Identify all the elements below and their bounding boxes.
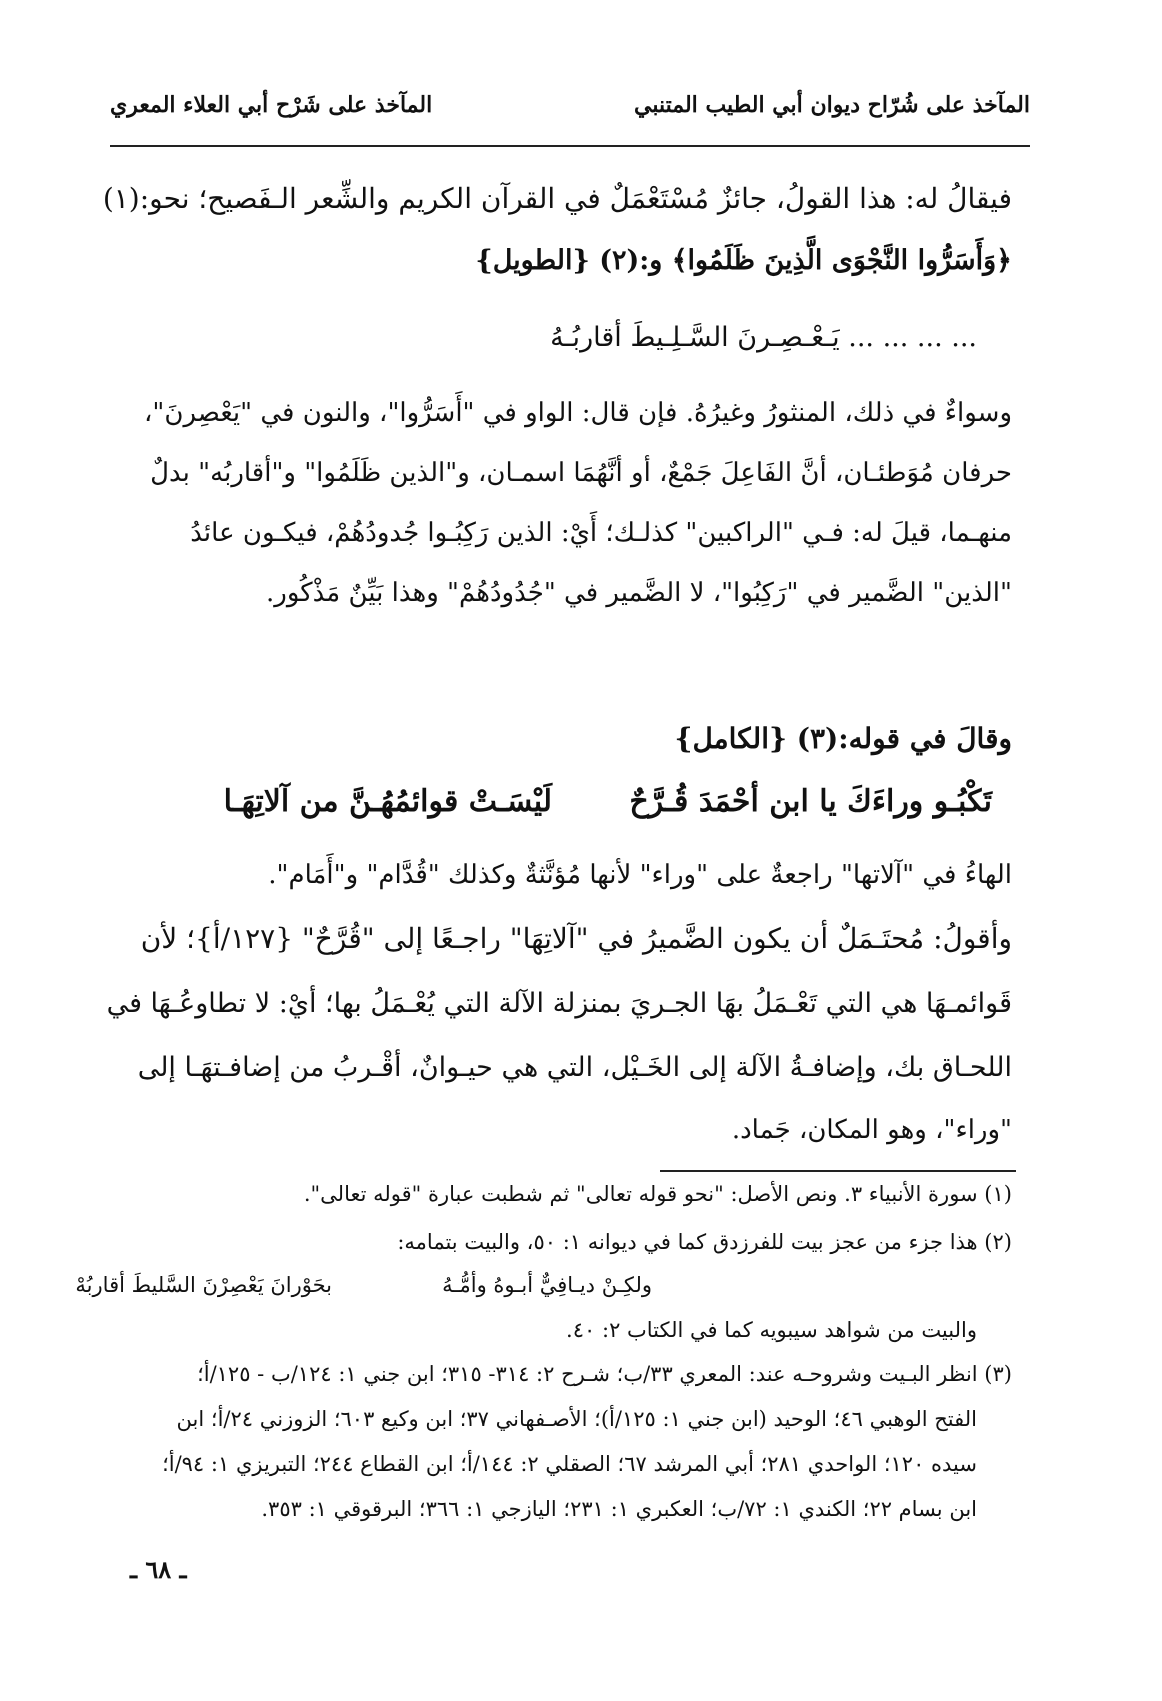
footnote-2-verse-first: ولكِـنْ ديـافِيٌّ أبـوهُ وأمُّـهُ xyxy=(442,1273,652,1297)
body-line-7: "الذين" الضَّمير في "رَكِبُوا"، لا الضَّمير في "جُدُودُهُمْ" وهذا بَيِّنٌ مَذْكُور. xyxy=(266,578,1012,608)
footnote-divider xyxy=(660,1170,1016,1172)
footnote-1: (١) سورة الأنبياء ٣. ونص الأصل: "نحو قوله تعالى" ثم شطبت عبارة "قوله تعالى". xyxy=(303,1182,1012,1206)
body-line-2: ﴿وَأَسَرُّوا النَّجْوَى الَّذِينَ ظَلَمُوا﴾ و:(٢) {الطويل} xyxy=(475,245,1012,276)
header-book-title: المآخذ على شُرّاح ديوان أبي الطيب المتنبي xyxy=(634,92,1030,118)
footnote-3-line-1: (٣) انظر البـيت وشروحـه عند: المعري ٣٣/ب؛ شـرح ٢: ٣١٤- ٣١٥؛ ابن جني ١: ١٢٤/ب - ١٢٥/أ؛ xyxy=(197,1362,1012,1386)
page-number: ـ ٦٨ ـ xyxy=(130,1555,187,1584)
body-line-11: وأقولُ: مُحتَـمَلٌ أن يكون الضَّميرُ في "آلاتِهَا" راجـعًا إلى "قُرَّحٌ" {١٢٧/أ}؛ لأن xyxy=(140,922,1012,955)
body-line-1: فيقالُ له: هذا القولُ، جائزٌ مُسْتَعْمَلٌ في القرآن الكريم والشِّعر الـفَصيح؛ نحو:(١) xyxy=(102,182,1012,215)
footnote-2-source: والبيت من شواهد سيبويه كما في الكتاب ٢: ٤٠. xyxy=(566,1318,977,1342)
header-divider xyxy=(110,145,1030,147)
body-line-4: وسواءٌ في ذلك، المنثورُ وغيرُهُ. فإن قال: الواو في "أَسَرُّوا"، والنون في "يَعْصِرنَ"، xyxy=(144,398,1012,428)
footnote-3-line-3: سيده ١٢٠؛ الواحدي ٢٨١؛ أبي المرشد ٦٧؛ الصقلي ٢: ١٤٤/أ؛ ابن القطاع ٢٤٤؛ التبريزي ١: ٩٤/أ؛ xyxy=(162,1452,977,1476)
running-header xyxy=(110,92,1030,132)
footnote-2: (٢) هذا جزء من عجز بيت للفرزدق كما في ديوانه ١: ٥٠، والبيت بتمامه: xyxy=(397,1230,1012,1254)
footnote-3-line-2: الفتح الوهبي ٤٦؛ الوحيد (ابن جني ١: ١٢٥/أ)؛ الأصـفهاني ٣٧؛ ابن وكيع ٦٠٣؛ الزوزني ٢٤/أ؛ ابن xyxy=(176,1407,977,1431)
body-line-12: قَوائمـهَا هي التي تَعْـمَلُ بهَا الجـريَ بمنزلة الآلة التي يُعْـمَلُ بها؛ أيْ: لا تطاوعُـهَا في xyxy=(106,988,1012,1019)
poem-fragment-line: ... ... ... ... يَـعْـصِـرنَ السَّـلِـيطَ أقاربُـهُ xyxy=(550,322,977,353)
footnote-2-verse-second: بحَوْرانَ يَعْصِرْنَ السَّليطَ أقاربُهْ xyxy=(75,1273,332,1297)
footnote-3-line-4: ابن بسام ٢٢؛ الكندي ١: ٧٢/ب؛ العكبري ١: ٢٣١؛ اليازجي ١: ٣٦٦؛ البرقوقي ١: ٣٥٣. xyxy=(261,1497,977,1521)
verse-first-hemistich: تَكْبُـو وراءَكَ يا ابن أحْمَدَ قُـرَّحٌ xyxy=(629,784,992,819)
body-line-14: "وراء"، وهو المكان، جَماد. xyxy=(731,1115,1012,1145)
body-line-10: الهاءُ في "آلاتها" راجعةٌ على "وراء" لأنها مُؤنَّثةٌ وكذلك "قُدَّام" و"أَمَام". xyxy=(268,860,1012,890)
header-chapter-title: المآخذ على شَرْح أبي العلاء المعري xyxy=(110,92,433,118)
section-heading: وقالَ في قوله:(٣) {الكامل} xyxy=(674,722,1012,755)
body-line-13: اللحـاق بك، وإضافـةُ الآلة إلى الخَـيْل، التي هي حيـوانٌ، أقْـربُ من إضافـتهَـا إلى xyxy=(137,1052,1012,1083)
body-line-6: منهـما، قيلَ له: فـي "الراكبين" كذلـك؛ أَيْ: الذين رَكِبُـوا جُدودُهُمْ، فيكـون عائدُ xyxy=(190,518,1012,548)
body-line-5: حرفان مُوَطئـان، أنَّ الفَاعِلَ جَمْعٌ، أو أنَّهُمَا اسمـان، و"الذين ظَلَمُوا" و"أقاربُه" بدلٌ xyxy=(150,458,1012,488)
verse-second-hemistich: لَيْسَـتْ قوائمُهُـنَّ من آلاتِهَـا xyxy=(223,784,552,819)
